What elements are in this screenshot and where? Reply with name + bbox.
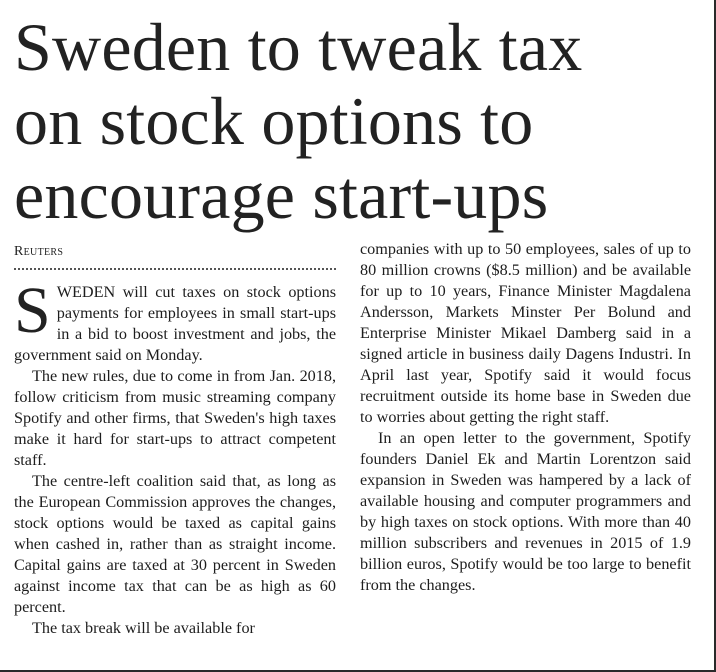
article-paragraph: In an open letter to the government, Spotify founders Daniel Ek and Martin Lorentzon said expansion in Sweden was hampered by a lack of available housing and computer programmers and by high taxes on stock options. With more than 40 million subscribers and revenues in 2015 of 1.9 billion euros, Spotify would be too large to benefit from the changes. [360,429,691,594]
headline [14,10,704,232]
article-column-2 [360,239,691,596]
article-paragraph: companies with up to 50 employees, sales of up to 80 million crowns ($8.5 million) and be available for up to 10 years, Finance Minister Magdalena Andersson, Markets Minster Per Bolund and Enterprise Minister Mikael Damberg said in a signed article in business daily Dagens Industri. In April last year, Spotify said it would focus recruitment outside its home base in Sweden due to worries about getting the right staff. [360,240,691,426]
headline-line-2: on stock options to [14,83,534,159]
article-paragraph: The tax break will be available for [32,619,255,637]
headline-line-3: encourage start-ups [14,157,549,233]
article-paragraph: The new rules, due to come in from Jan. 2018, follow criticism from music streaming company Spotify and other firms, that Sweden's high taxes make it hard for start-ups to attract competent staff. [14,367,336,469]
article-paragraph: The centre-left coalition said that, as long as the European Commission approves the changes, stock options would be taxed as capital gains when cashed in, rather than as straight income. Capital gains are taxed at 30 percent in Sweden against income tax that can be as high as 60 percent. [14,472,336,616]
headline-line-1: Sweden to tweak tax [14,9,583,85]
article-column-1 [14,274,336,639]
article-paragraph: SWEDEN will cut taxes on stock options payments for employees in small start-ups in a bid to boost investment and jobs, the government said on Monday. [14,274,336,364]
byline-divider [14,268,336,270]
byline: Reuters [14,244,64,259]
drop-cap: S [14,274,51,347]
